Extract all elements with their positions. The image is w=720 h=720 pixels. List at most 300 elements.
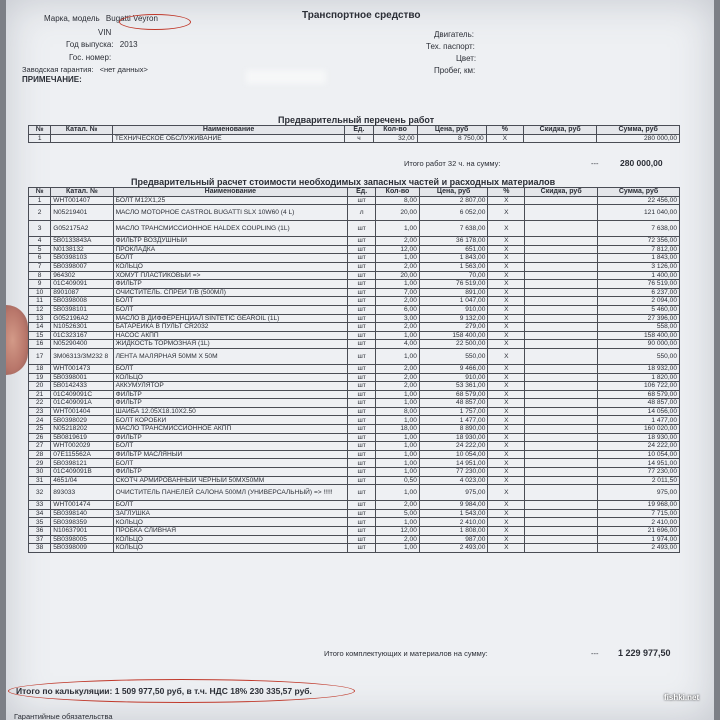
parts-cell-price: 22 500,00 xyxy=(419,340,488,349)
parts-table-row xyxy=(29,305,680,314)
year-row xyxy=(66,40,138,50)
parts-cell-unit: шт xyxy=(348,297,376,306)
parts-cell-qty: 1,00 xyxy=(376,331,420,340)
parts-cell-disc xyxy=(525,323,598,332)
parts-table-row xyxy=(29,271,680,280)
parts-cell-cat: 5B0133843A xyxy=(51,237,113,246)
works-title: Предварительный перечень работ xyxy=(278,115,435,125)
parts-table-row xyxy=(29,399,680,408)
parts-cell-unit: шт xyxy=(348,416,376,425)
parts-cell-name: БОЛТ КОРОБКИ xyxy=(113,416,348,425)
warranty-label: Заводская гарантия: xyxy=(22,65,94,74)
parts-cell-qty: 8,00 xyxy=(376,196,420,205)
parts-cell-cat: 5B0819619 xyxy=(51,433,113,442)
parts-cell-price: 68 579,00 xyxy=(419,390,488,399)
parts-cell-disc xyxy=(525,476,598,485)
parts-cell-name: КОЛЬЦО xyxy=(113,262,348,271)
parts-table-row xyxy=(29,348,680,364)
parts-cell-pct: X xyxy=(488,485,525,501)
parts-cell-unit: шт xyxy=(348,348,376,364)
parts-cell-price: 18 930,00 xyxy=(419,433,488,442)
parts-table-row xyxy=(29,468,680,477)
parts-cell-sum: 106 722,00 xyxy=(598,382,680,391)
works-cell-sum: 280 000,00 xyxy=(597,134,680,143)
warranty-value: <нет данных> xyxy=(99,65,148,74)
parts-cell-disc xyxy=(525,331,598,340)
parts-cell-unit: шт xyxy=(348,196,376,205)
parts-cell-sum: 22 456,00 xyxy=(598,196,680,205)
parts-cell-cat: WHT001404 xyxy=(51,407,113,416)
parts-cell-sum: 7 715,00 xyxy=(598,509,680,518)
parts-cell-pct: X xyxy=(488,442,525,451)
parts-cell-qty: 18,00 xyxy=(376,425,420,434)
parts-cell-name: МАСЛО МОТОРНОЕ CASTROL BUGATTI SLX 10W60 (4 L) xyxy=(113,205,348,221)
parts-cell-pct: X xyxy=(488,450,525,459)
parts-cell-unit: шт xyxy=(348,509,376,518)
document-sheet xyxy=(6,0,714,720)
parts-cell-cat: 3M06313/3M232 8 xyxy=(51,348,113,364)
parts-cell-disc xyxy=(525,245,598,254)
parts-cell-unit: шт xyxy=(348,476,376,485)
parts-table-row xyxy=(29,390,680,399)
parts-cell-number: 12 xyxy=(29,305,51,314)
parts-cell-pct: X xyxy=(488,476,525,485)
parts-cell-sum: 77 230,00 xyxy=(598,468,680,477)
parts-cell-pct: X xyxy=(488,271,525,280)
parts-cell-name: БАТАРЕЙКА В ПУЛЬТ CR2032 xyxy=(113,323,348,332)
parts-column-header: % xyxy=(488,188,525,197)
parts-cell-pct: X xyxy=(488,340,525,349)
parts-cell-disc xyxy=(525,382,598,391)
parts-cell-name: АККУМУЛЯТОР xyxy=(113,382,348,391)
parts-cell-pct: X xyxy=(488,544,525,553)
parts-cell-name: ХОМУТ ПЛАСТИКОВЫЙ => xyxy=(113,271,348,280)
parts-cell-unit: шт xyxy=(348,364,376,373)
parts-cell-price: 987,00 xyxy=(419,535,488,544)
parts-cell-qty: 2,00 xyxy=(376,382,420,391)
parts-cell-disc xyxy=(525,254,598,263)
parts-cell-pct: X xyxy=(488,373,525,382)
parts-cell-sum: 1 843,00 xyxy=(598,254,680,263)
parts-cell-pct: X xyxy=(488,280,525,289)
parts-cell-unit: шт xyxy=(348,459,376,468)
parts-table-row xyxy=(29,221,680,237)
parts-cell-unit: шт xyxy=(348,221,376,237)
parts-table-row xyxy=(29,323,680,332)
parts-cell-cat: 5B0398121 xyxy=(51,459,113,468)
parts-cell-cat: 01C409091B xyxy=(51,468,113,477)
works-column-header: Цена, руб xyxy=(417,126,486,135)
parts-cell-unit: шт xyxy=(348,442,376,451)
parts-cell-number: 9 xyxy=(29,280,51,289)
parts-cell-cat: G052196A2 xyxy=(51,314,113,323)
parts-cell-unit: шт xyxy=(348,399,376,408)
parts-cell-unit: шт xyxy=(348,468,376,477)
parts-cell-qty: 2,00 xyxy=(376,535,420,544)
parts-table xyxy=(28,187,680,553)
parts-cell-qty: 12,00 xyxy=(376,527,420,536)
parts-cell-unit: шт xyxy=(348,518,376,527)
parts-cell-disc xyxy=(525,416,598,425)
works-cell-number: 1 xyxy=(29,134,51,143)
parts-cell-cat: 5B0142433 xyxy=(51,382,113,391)
parts-cell-price: 70,00 xyxy=(419,271,488,280)
parts-cell-qty: 1,00 xyxy=(376,399,420,408)
works-column-header: № xyxy=(29,126,51,135)
parts-cell-number: 21 xyxy=(29,390,51,399)
parts-cell-pct: X xyxy=(488,237,525,246)
parts-cell-sum: 558,00 xyxy=(598,323,680,332)
works-table-row xyxy=(29,134,680,143)
parts-table-row xyxy=(29,518,680,527)
parts-cell-qty: 1,00 xyxy=(376,280,420,289)
parts-cell-unit: л xyxy=(348,205,376,221)
parts-cell-pct: X xyxy=(488,364,525,373)
parts-cell-name: ОЧИСТИТЕЛЬ. СПРЕЙ Т/В (500МЛ) xyxy=(113,288,348,297)
parts-cell-number: 20 xyxy=(29,382,51,391)
parts-cell-cat: 01C409091A xyxy=(51,399,113,408)
parts-cell-sum: 5 460,00 xyxy=(598,305,680,314)
parts-cell-name: ЗАГЛУШКА xyxy=(113,509,348,518)
parts-cell-sum: 1 974,00 xyxy=(598,535,680,544)
parts-cell-disc xyxy=(525,544,598,553)
parts-cell-disc xyxy=(525,314,598,323)
parts-cell-disc xyxy=(525,262,598,271)
parts-cell-pct: X xyxy=(488,254,525,263)
parts-total-dash: --- xyxy=(591,649,599,658)
parts-cell-disc xyxy=(525,501,598,510)
works-column-header: % xyxy=(486,126,523,135)
parts-cell-sum: 121 040,00 xyxy=(598,205,680,221)
works-cell-qty: 32,00 xyxy=(373,134,417,143)
parts-cell-unit: шт xyxy=(348,237,376,246)
parts-cell-price: 9 132,00 xyxy=(419,314,488,323)
parts-cell-disc xyxy=(525,518,598,527)
parts-cell-unit: шт xyxy=(348,262,376,271)
parts-cell-qty: 1,00 xyxy=(376,518,420,527)
parts-cell-name: КОЛЬЦО xyxy=(113,518,348,527)
parts-cell-number: 25 xyxy=(29,425,51,434)
parts-cell-unit: шт xyxy=(348,323,376,332)
parts-cell-qty: 3,00 xyxy=(376,314,420,323)
vin-label: VIN xyxy=(98,28,112,37)
parts-cell-unit: шт xyxy=(348,450,376,459)
parts-cell-cat: 964302 xyxy=(51,271,113,280)
parts-cell-price: 910,00 xyxy=(419,305,488,314)
parts-cell-pct: X xyxy=(488,459,525,468)
parts-cell-name: БОЛТ xyxy=(113,297,348,306)
parts-cell-sum: 48 857,00 xyxy=(598,399,680,408)
parts-cell-cat: 5B0398005 xyxy=(51,535,113,544)
color-label: Цвет: xyxy=(456,54,477,63)
parts-cell-qty: 1,00 xyxy=(376,450,420,459)
parts-cell-name: ФИЛЬТР МАСЛЯНЫЙ xyxy=(113,450,348,459)
parts-cell-number: 35 xyxy=(29,518,51,527)
parts-cell-number: 5 xyxy=(29,245,51,254)
parts-cell-sum: 6 237,00 xyxy=(598,288,680,297)
year-label: Год выпуска: xyxy=(66,40,114,49)
parts-cell-number: 2 xyxy=(29,205,51,221)
parts-cell-qty: 2,00 xyxy=(376,262,420,271)
parts-cell-cat: 5B0398009 xyxy=(51,544,113,553)
parts-table-row xyxy=(29,442,680,451)
parts-cell-disc xyxy=(525,390,598,399)
parts-table-row xyxy=(29,382,680,391)
parts-total-label: Итого комплектующих и материалов на сумму: xyxy=(324,649,488,658)
parts-cell-disc xyxy=(525,459,598,468)
parts-cell-qty: 4,00 xyxy=(376,340,420,349)
works-cell-name: ТЕХНИЧЕСКОЕ ОБСЛУЖИВАНИЕ xyxy=(112,134,344,143)
parts-cell-disc xyxy=(525,535,598,544)
parts-table-row xyxy=(29,237,680,246)
parts-cell-sum: 1 820,00 xyxy=(598,373,680,382)
parts-cell-price: 6 052,00 xyxy=(419,205,488,221)
parts-column-header: Наименование xyxy=(113,188,348,197)
works-total-label: Итого работ 32 ч. на сумму: xyxy=(404,159,501,168)
parts-cell-cat: 5B0398359 xyxy=(51,518,113,527)
parts-cell-qty: 6,00 xyxy=(376,305,420,314)
parts-cell-name: ФИЛЬТР ВОЗДУШНЫЙ xyxy=(113,237,348,246)
brand-model-value: Bugatti Veyron xyxy=(105,14,158,23)
parts-cell-price: 14 951,00 xyxy=(419,459,488,468)
parts-cell-unit: шт xyxy=(348,254,376,263)
parts-cell-sum: 18 930,00 xyxy=(598,433,680,442)
parts-table-row xyxy=(29,297,680,306)
parts-cell-number: 10 xyxy=(29,288,51,297)
parts-cell-price: 651,00 xyxy=(419,245,488,254)
parts-cell-price: 8 890,00 xyxy=(419,425,488,434)
parts-cell-qty: 1,00 xyxy=(376,416,420,425)
parts-cell-sum: 158 400,00 xyxy=(598,331,680,340)
parts-cell-qty: 1,00 xyxy=(376,390,420,399)
parts-cell-price: 36 178,00 xyxy=(419,237,488,246)
parts-table-row xyxy=(29,262,680,271)
parts-table-row xyxy=(29,288,680,297)
parts-cell-pct: X xyxy=(488,416,525,425)
parts-cell-name: БОЛТ xyxy=(113,364,348,373)
parts-cell-cat: WHT001407 xyxy=(51,196,113,205)
parts-cell-number: 32 xyxy=(29,485,51,501)
parts-cell-number: 11 xyxy=(29,297,51,306)
parts-cell-name: БОЛТ xyxy=(113,305,348,314)
parts-cell-pct: X xyxy=(488,433,525,442)
parts-cell-qty: 1,00 xyxy=(376,468,420,477)
parts-cell-number: 31 xyxy=(29,476,51,485)
parts-cell-sum: 7 812,00 xyxy=(598,245,680,254)
parts-cell-disc xyxy=(525,425,598,434)
engine-label: Двигатель: xyxy=(434,30,474,39)
parts-cell-number: 22 xyxy=(29,399,51,408)
parts-cell-name: БОЛТ xyxy=(113,254,348,263)
parts-cell-pct: X xyxy=(488,425,525,434)
parts-cell-cat: 01C323167 xyxy=(51,331,113,340)
parts-cell-unit: шт xyxy=(348,527,376,536)
parts-cell-pct: X xyxy=(488,407,525,416)
parts-cell-qty: 2,00 xyxy=(376,323,420,332)
parts-cell-number: 33 xyxy=(29,501,51,510)
parts-cell-price: 9 984,00 xyxy=(419,501,488,510)
parts-table-row xyxy=(29,425,680,434)
parts-cell-name: ПРОКЛАДКА xyxy=(113,245,348,254)
parts-cell-unit: шт xyxy=(348,288,376,297)
parts-cell-unit: шт xyxy=(348,544,376,553)
parts-cell-price: 975,00 xyxy=(419,485,488,501)
parts-cell-price: 53 361,00 xyxy=(419,382,488,391)
parts-cell-sum: 2 094,00 xyxy=(598,297,680,306)
parts-cell-unit: шт xyxy=(348,280,376,289)
parts-cell-qty: 20,00 xyxy=(376,271,420,280)
parts-cell-qty: 5,00 xyxy=(376,509,420,518)
parts-cell-number: 26 xyxy=(29,433,51,442)
works-column-header: Наименование xyxy=(112,126,344,135)
parts-cell-qty: 1,00 xyxy=(376,442,420,451)
redaction-smudge xyxy=(246,70,326,84)
parts-cell-price: 2 807,00 xyxy=(419,196,488,205)
parts-cell-price: 158 400,00 xyxy=(419,331,488,340)
parts-cell-number: 24 xyxy=(29,416,51,425)
parts-cell-pct: X xyxy=(488,323,525,332)
parts-column-header: Ед. xyxy=(348,188,376,197)
works-table xyxy=(28,125,680,143)
parts-cell-qty: 2,00 xyxy=(376,373,420,382)
parts-cell-name: ФИЛЬТР xyxy=(113,399,348,408)
works-column-header: Ед. xyxy=(345,126,373,135)
parts-cell-pct: X xyxy=(488,262,525,271)
parts-cell-sum: 76 519,00 xyxy=(598,280,680,289)
works-cell-price: 8 750,00 xyxy=(417,134,486,143)
works-column-header: Кол-во xyxy=(373,126,417,135)
parts-cell-unit: шт xyxy=(348,340,376,349)
parts-cell-sum: 18 932,00 xyxy=(598,364,680,373)
parts-cell-disc xyxy=(525,468,598,477)
guarantee-label: Гарантийные обязательства xyxy=(14,712,113,720)
parts-cell-price: 48 857,00 xyxy=(419,399,488,408)
parts-cell-cat: 5B0398001 xyxy=(51,373,113,382)
works-column-header: Скидка, руб xyxy=(524,126,597,135)
parts-cell-name: БОЛТ xyxy=(113,459,348,468)
parts-cell-name: ФИЛЬТР xyxy=(113,280,348,289)
parts-cell-sum: 19 968,00 xyxy=(598,501,680,510)
parts-cell-sum: 975,00 xyxy=(598,485,680,501)
finger-photo-artifact xyxy=(6,305,28,375)
parts-cell-price: 550,00 xyxy=(419,348,488,364)
parts-cell-disc xyxy=(525,288,598,297)
model-highlight-ellipse xyxy=(119,14,191,30)
parts-cell-qty: 12,00 xyxy=(376,245,420,254)
parts-cell-cat: 5B0398029 xyxy=(51,416,113,425)
parts-cell-disc xyxy=(525,237,598,246)
parts-cell-qty: 20,00 xyxy=(376,205,420,221)
parts-cell-sum: 72 356,00 xyxy=(598,237,680,246)
parts-cell-sum: 14 951,00 xyxy=(598,459,680,468)
parts-cell-name: ОЧИСТИТЕЛЬ ПАНЕЛЕЙ САЛОНА 500МЛ (УНИВЕРСАЛЬНЫЙ) => !!!!! xyxy=(113,485,348,501)
parts-cell-unit: шт xyxy=(348,382,376,391)
passport-label: Тех. паспорт: xyxy=(426,42,475,51)
parts-cell-number: 30 xyxy=(29,468,51,477)
parts-cell-sum: 160 020,00 xyxy=(598,425,680,434)
parts-cell-sum: 90 000,00 xyxy=(598,340,680,349)
parts-cell-sum: 550,00 xyxy=(598,348,680,364)
parts-cell-number: 18 xyxy=(29,364,51,373)
parts-cell-cat: 5B0398103 xyxy=(51,254,113,263)
parts-cell-sum: 24 222,00 xyxy=(598,442,680,451)
parts-cell-number: 13 xyxy=(29,314,51,323)
parts-cell-number: 27 xyxy=(29,442,51,451)
parts-cell-cat: N10637901 xyxy=(51,527,113,536)
parts-table-row xyxy=(29,509,680,518)
parts-cell-cat: 4651/04 xyxy=(51,476,113,485)
parts-cell-price: 1 563,00 xyxy=(419,262,488,271)
parts-column-header: Катал. № xyxy=(51,188,113,197)
parts-cell-name: МАСЛО ТРАНСМИССИОННОЕ АКПП xyxy=(113,425,348,434)
parts-column-header: № xyxy=(29,188,51,197)
parts-cell-number: 16 xyxy=(29,340,51,349)
parts-cell-number: 3 xyxy=(29,221,51,237)
parts-table-row xyxy=(29,331,680,340)
works-column-header: Катал. № xyxy=(51,126,112,135)
parts-cell-cat: 5B0398007 xyxy=(51,262,113,271)
parts-cell-qty: 0,50 xyxy=(376,476,420,485)
works-cell-disc xyxy=(524,134,597,143)
parts-table-row xyxy=(29,459,680,468)
parts-cell-sum: 1 400,00 xyxy=(598,271,680,280)
parts-cell-unit: шт xyxy=(348,331,376,340)
parts-cell-price: 910,00 xyxy=(419,373,488,382)
parts-cell-price: 4 023,00 xyxy=(419,476,488,485)
parts-cell-pct: X xyxy=(488,468,525,477)
parts-cell-price: 1 843,00 xyxy=(419,254,488,263)
plate-label: Гос. номер: xyxy=(69,53,112,62)
parts-cell-number: 15 xyxy=(29,331,51,340)
parts-table-row xyxy=(29,535,680,544)
parts-cell-qty: 2,00 xyxy=(376,364,420,373)
parts-cell-sum: 21 696,00 xyxy=(598,527,680,536)
parts-cell-unit: шт xyxy=(348,305,376,314)
parts-cell-cat: N10526301 xyxy=(51,323,113,332)
works-cell-unit: ч xyxy=(345,134,373,143)
parts-cell-disc xyxy=(525,442,598,451)
parts-cell-cat: 8901087 xyxy=(51,288,113,297)
parts-cell-qty: 7,00 xyxy=(376,288,420,297)
parts-cell-price: 7 638,00 xyxy=(419,221,488,237)
parts-cell-number: 29 xyxy=(29,459,51,468)
parts-cell-pct: X xyxy=(488,245,525,254)
parts-cell-price: 1 808,00 xyxy=(419,527,488,536)
parts-cell-qty: 1,00 xyxy=(376,544,420,553)
parts-cell-qty: 1,00 xyxy=(376,485,420,501)
grand-total: Итого по калькуляции: 1 509 977,50 руб, в т.ч. НДС 18% 230 335,57 руб. xyxy=(16,686,312,696)
vehicle-title: Транспортное средство xyxy=(302,10,421,21)
parts-cell-number: 1 xyxy=(29,196,51,205)
parts-table-row xyxy=(29,373,680,382)
parts-cell-price: 24 222,00 xyxy=(419,442,488,451)
parts-cell-number: 7 xyxy=(29,262,51,271)
parts-cell-name: СКОТЧ АРМИРОВАННЫЙ ЧЕРНЫЙ 50МХ50ММ xyxy=(113,476,348,485)
parts-cell-unit: шт xyxy=(348,433,376,442)
parts-cell-qty: 2,00 xyxy=(376,297,420,306)
parts-cell-number: 38 xyxy=(29,544,51,553)
parts-cell-sum: 1 477,00 xyxy=(598,416,680,425)
parts-cell-disc xyxy=(525,485,598,501)
parts-cell-disc xyxy=(525,205,598,221)
parts-cell-cat: 01C409091 xyxy=(51,280,113,289)
parts-cell-cat: 01C409091C xyxy=(51,390,113,399)
parts-cell-pct: X xyxy=(488,382,525,391)
parts-cell-cat: N05218202 xyxy=(51,425,113,434)
parts-cell-cat: G052175A2 xyxy=(51,221,113,237)
parts-cell-name: БОЛТ xyxy=(113,442,348,451)
works-column-header: Сумма, руб xyxy=(597,126,680,135)
